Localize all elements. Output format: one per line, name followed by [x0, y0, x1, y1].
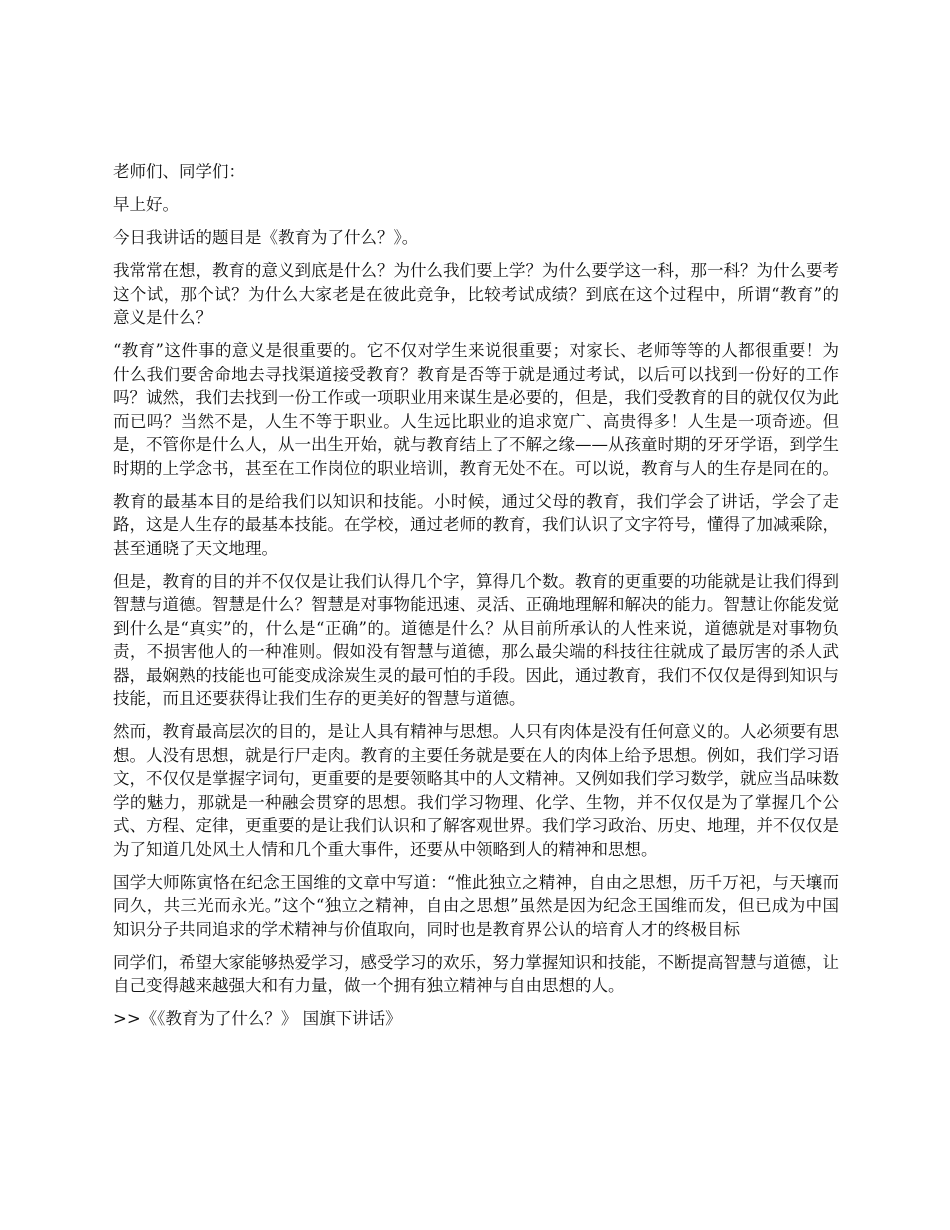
salutation: 老师们、同学们：	[113, 162, 245, 181]
greeting: 早上好。	[113, 195, 179, 214]
paragraph: 但是，教育的目的并不仅仅是让我们认得几个字，算得几个数。教育的更重要的功能就是让我们得到智慧与道德。智慧是什么？智慧是对事物能迅速、灵活、正确地理解和解决的能力。智慧让你能发觉到什么是“真实”的，什么是“正确”的。道德是什么？从目前所承认的人性来说，道德就是对事物负责，不损害他人的一种准则。假如没有智慧与道德，那么最尖端的科技往往就成了最厉害的杀人武器，最娴熟的技能也可能变成涂炭生灵的最可怕的手段。因此，通过教育，我们不仅仅是得到知识与技能，而且还要获得让我们生存的更美好的智慧与道德。	[113, 571, 839, 708]
paragraph-quote: 国学大师陈寅恪在纪念王国维的文章中写道：“惟此独立之精神，自由之思想，历千万祀，与天壤而同久，共三光而永光。”这个“独立之精神，自由之思想”虽然是因为纪念王国维而发，但已成为中国知识分子共同追求的学术精神与价值取向，同时也是教育界公认的培育人才的终极目标	[113, 872, 839, 939]
paragraph: 我常常在想，教育的意义到底是什么？为什么我们要上学？为什么要学这一科，那一科？为什么要考这个试，那个试？为什么大家老是在彼此竞争，比较考试成绩？到底在这个过程中，所谓“教育”的意义是什么？	[113, 261, 839, 327]
paragraph: “教育”这件事的意义是很重要的。它不仅对学生来说很重要；对家长、老师等等的人都很重要！为什么我们要舍命地去寻找渠道接受教育？教育是否等于就是通过考试，以后可以找到一份好的工作吗？诚然，我们去找到一份工作或一项职业用来谋生是必要的，但是，我们受教育的目的就仅仅为此而已吗？当然不是，人生不等于职业。人生远比职业的追求宽广、高贵得多！人生是一项奇迹。但是，不管你是什么人，从一出生开始，就与教育结上了不解之缘——从孩童时期的牙牙学语，到学生时期的上学念书，甚至在工作岗位的职业培训，教育无处不在。可以说，教育与人的生存是同在的。	[113, 341, 839, 478]
paragraph: 然而，教育最高层次的目的，是让人具有精神与思想。人只有肉体是没有任何意义的。人必须要有思想。人没有思想，就是行尸走肉。教育的主要任务就是要在人的肉体上给予思想。例如，我们学习语文，不仅仅是掌握字词句，更重要的是要领略其中的人文精神。又例如我们学习数学，就应当品味数学的魅力，那就是一种融会贯穿的思想。我们学习物理、化学、生物，并不仅仅是为了掌握几个公式、方程、定律，更重要的是让我们认识和了解客观世界。我们学习政治、历史、地理，并不仅仅是为了知道几处风土人情和几个重大事件，还要从中领略到人的精神和思想。	[113, 722, 839, 859]
document-body	[113, 160, 839, 1040]
paragraph-closing: 同学们，希望大家能够热爱学习，感受学习的欢乐，努力掌握知识和技能，不断提高智慧与道德，让自己变得越来越强大和有力量，做一个拥有独立精神与自由思想的人。	[113, 952, 839, 995]
footer-link[interactable]: >>《《教育为了什么？》 国旗下讲话》	[113, 1009, 402, 1028]
paragraph: 教育的最基本目的是给我们以知识和技能。小时候，通过父母的教育，我们学会了讲话，学会了走路，这是人生存的最基本技能。在学校，通过老师的教育，我们认识了文字符号，懂得了加减乘除，甚至通晓了天文地理。	[113, 491, 839, 558]
paragraph-title: 今日我讲话的题目是《教育为了什么？》。	[113, 228, 419, 247]
